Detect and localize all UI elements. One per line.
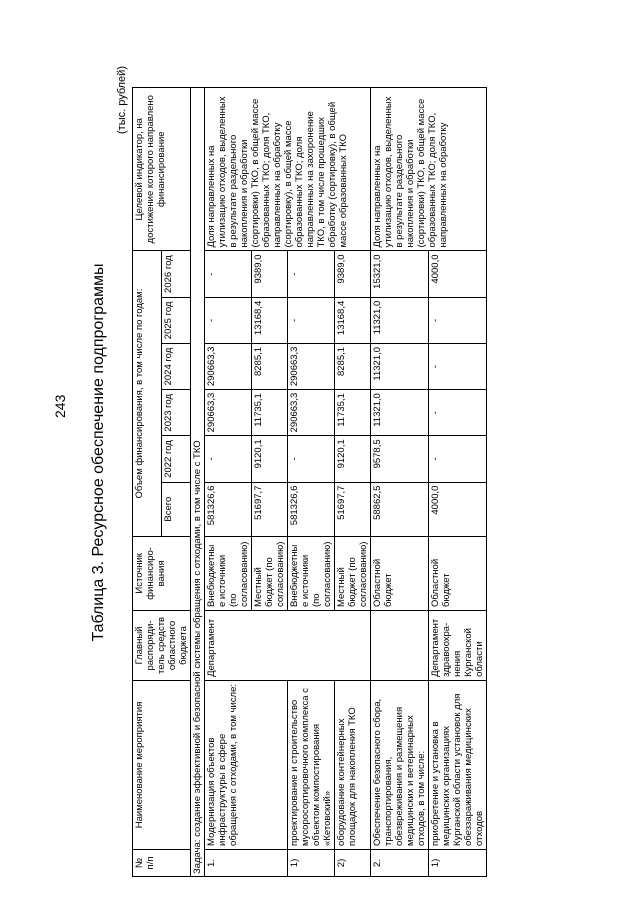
- cell-num: 2.: [371, 849, 429, 876]
- resource-table: [132, 87, 487, 877]
- cell-total: 58862,5: [371, 482, 429, 536]
- cell-2022: -: [205, 436, 252, 482]
- cell-source: Местный бюджет (по согласованию): [252, 536, 288, 610]
- cell-name: оборудование контейнерных площадок для накопления ТКО: [335, 680, 371, 849]
- cell-source: Областной бюджет: [371, 536, 429, 610]
- cell-total: 51697,7: [335, 482, 371, 536]
- cell-name: Обеспечение безопасного сбора, транспортирования, обезвреживания и размещения медицинских и ветеринарных отходов, в том числе:: [371, 680, 429, 849]
- header-volume: Объем финансирования, в том числе по годам:: [133, 251, 162, 536]
- cell-num: 1): [288, 849, 335, 876]
- cell-manager: [371, 611, 429, 681]
- cell-2023: 11735,1: [252, 390, 288, 436]
- cell-2026: -: [205, 251, 252, 297]
- cell-total: 4000,0: [429, 482, 487, 536]
- cell-2024: 290663,3: [205, 343, 252, 389]
- cell-name: приобретение и установка в медицинских организациях Курганской области установок для обеззараживания медицинских отходов: [429, 680, 487, 849]
- cell-source: Внебюджетные источники (по согласованию): [205, 536, 252, 610]
- cell-2024: 8285,1: [335, 343, 371, 389]
- cell-2026: 4000,0: [429, 251, 487, 297]
- table-title: Таблица 3. Ресурсное обеспечение подпрограммы: [90, 263, 107, 642]
- cell-2023: 290663,3: [288, 390, 335, 436]
- header-total: Всего: [162, 482, 191, 536]
- cell-2022: -: [429, 436, 487, 482]
- table-row: [371, 88, 429, 877]
- cell-2026: 9389,0: [252, 251, 288, 297]
- cell-2026: -: [288, 251, 335, 297]
- cell-source: Местный бюджет (по согласованию): [335, 536, 371, 610]
- cell-2023: 11321,0: [371, 390, 429, 436]
- indicator-text-2: доля направленных на захоронение ТКО, в том числе прошедших обработку (сортировку), в общей массе образованных ТКО: [294, 101, 349, 248]
- cell-2024: 8285,1: [252, 343, 288, 389]
- cell-2023: 290663,3: [205, 390, 252, 436]
- cell-2025: 13168,4: [252, 297, 288, 343]
- cell-manager: Департамент: [205, 611, 371, 681]
- cell-name: проектирование и строительство мусоросортировочного комплекса с объектом компостирования «Кетовский»: [288, 680, 335, 849]
- cell-source: Областной бюджет: [429, 536, 487, 610]
- cell-2025: 13168,4: [335, 297, 371, 343]
- cell-total: 581326,6: [288, 482, 335, 536]
- page-number: 243: [52, 394, 68, 418]
- cell-2023: -: [429, 390, 487, 436]
- cell-2023: 11735,1: [335, 390, 371, 436]
- task-row: [191, 88, 205, 877]
- cell-num: 1.: [205, 849, 288, 876]
- indicator-text: Доля направленных на утилизацию отходов, выделенных в результате раздельного накопления и обработки (сортировки) ТКО, в общей массе образованных ТКО; доля ТКО, направленных на обработку (сортировку), в общей массе образованных ТКО;: [206, 96, 305, 248]
- header-2024: 2024 год: [162, 343, 191, 389]
- cell-source: Внебюджетные источники (по согласованию): [288, 536, 335, 610]
- cell-indicator: [205, 88, 371, 252]
- header-source: Источник финансиро-вания: [133, 536, 191, 610]
- header-indicator: Целевой индикатор, на достижение которого направлено финансирование: [133, 88, 191, 252]
- header-2026: 2026 год: [162, 251, 191, 297]
- header-row: [133, 88, 162, 877]
- cell-2022: 9120,1: [252, 436, 288, 482]
- cell-2026: 9389,0: [335, 251, 371, 297]
- cell-total: 51697,7: [252, 482, 288, 536]
- table-row: [205, 88, 252, 877]
- cell-2025: -: [429, 297, 487, 343]
- cell-2025: -: [205, 297, 252, 343]
- cell-2025: 11321,0: [371, 297, 429, 343]
- header-2022: 2022 год: [162, 436, 191, 482]
- header-name: Наименование мероприятия: [133, 680, 191, 849]
- cell-total: 581326,6: [205, 482, 252, 536]
- cell-name: Модернизация объектов инфраструктуры в сфере обращения с отходами, в том числе:: [205, 680, 288, 849]
- header-2025: 2025 год: [162, 297, 191, 343]
- cell-2026: 15321,0: [371, 251, 429, 297]
- cell-2025: -: [288, 297, 335, 343]
- cell-2024: 290663,3: [288, 343, 335, 389]
- cell-indicator: Доля направленных на утилизацию отходов, выделенных в результате раздельного накопления и обработки (сортировки) ТКО, в общей массе образованных ТКО; доля ТКО, направленных на обработку: [371, 88, 487, 252]
- header-num: № п/п: [133, 849, 191, 876]
- task-text: Задача: создание эффективной и безопасной системы обращения с отходами, в том числе с ТКО: [191, 88, 205, 877]
- cell-2022: 9578,5: [371, 436, 429, 482]
- cell-num: 1): [429, 849, 487, 876]
- cell-2024: 11321,0: [371, 343, 429, 389]
- units-label: (тыс. рублей): [116, 66, 128, 134]
- cell-2024: -: [429, 343, 487, 389]
- header-2023: 2023 год: [162, 390, 191, 436]
- cell-2022: -: [288, 436, 335, 482]
- cell-num: 2): [335, 849, 371, 876]
- header-manager: Главный распоряди-тель средств областного бюджета: [133, 611, 191, 681]
- cell-manager: Департамент здравоохра-нения Курганской области: [429, 611, 487, 681]
- cell-2022: 9120,1: [335, 436, 371, 482]
